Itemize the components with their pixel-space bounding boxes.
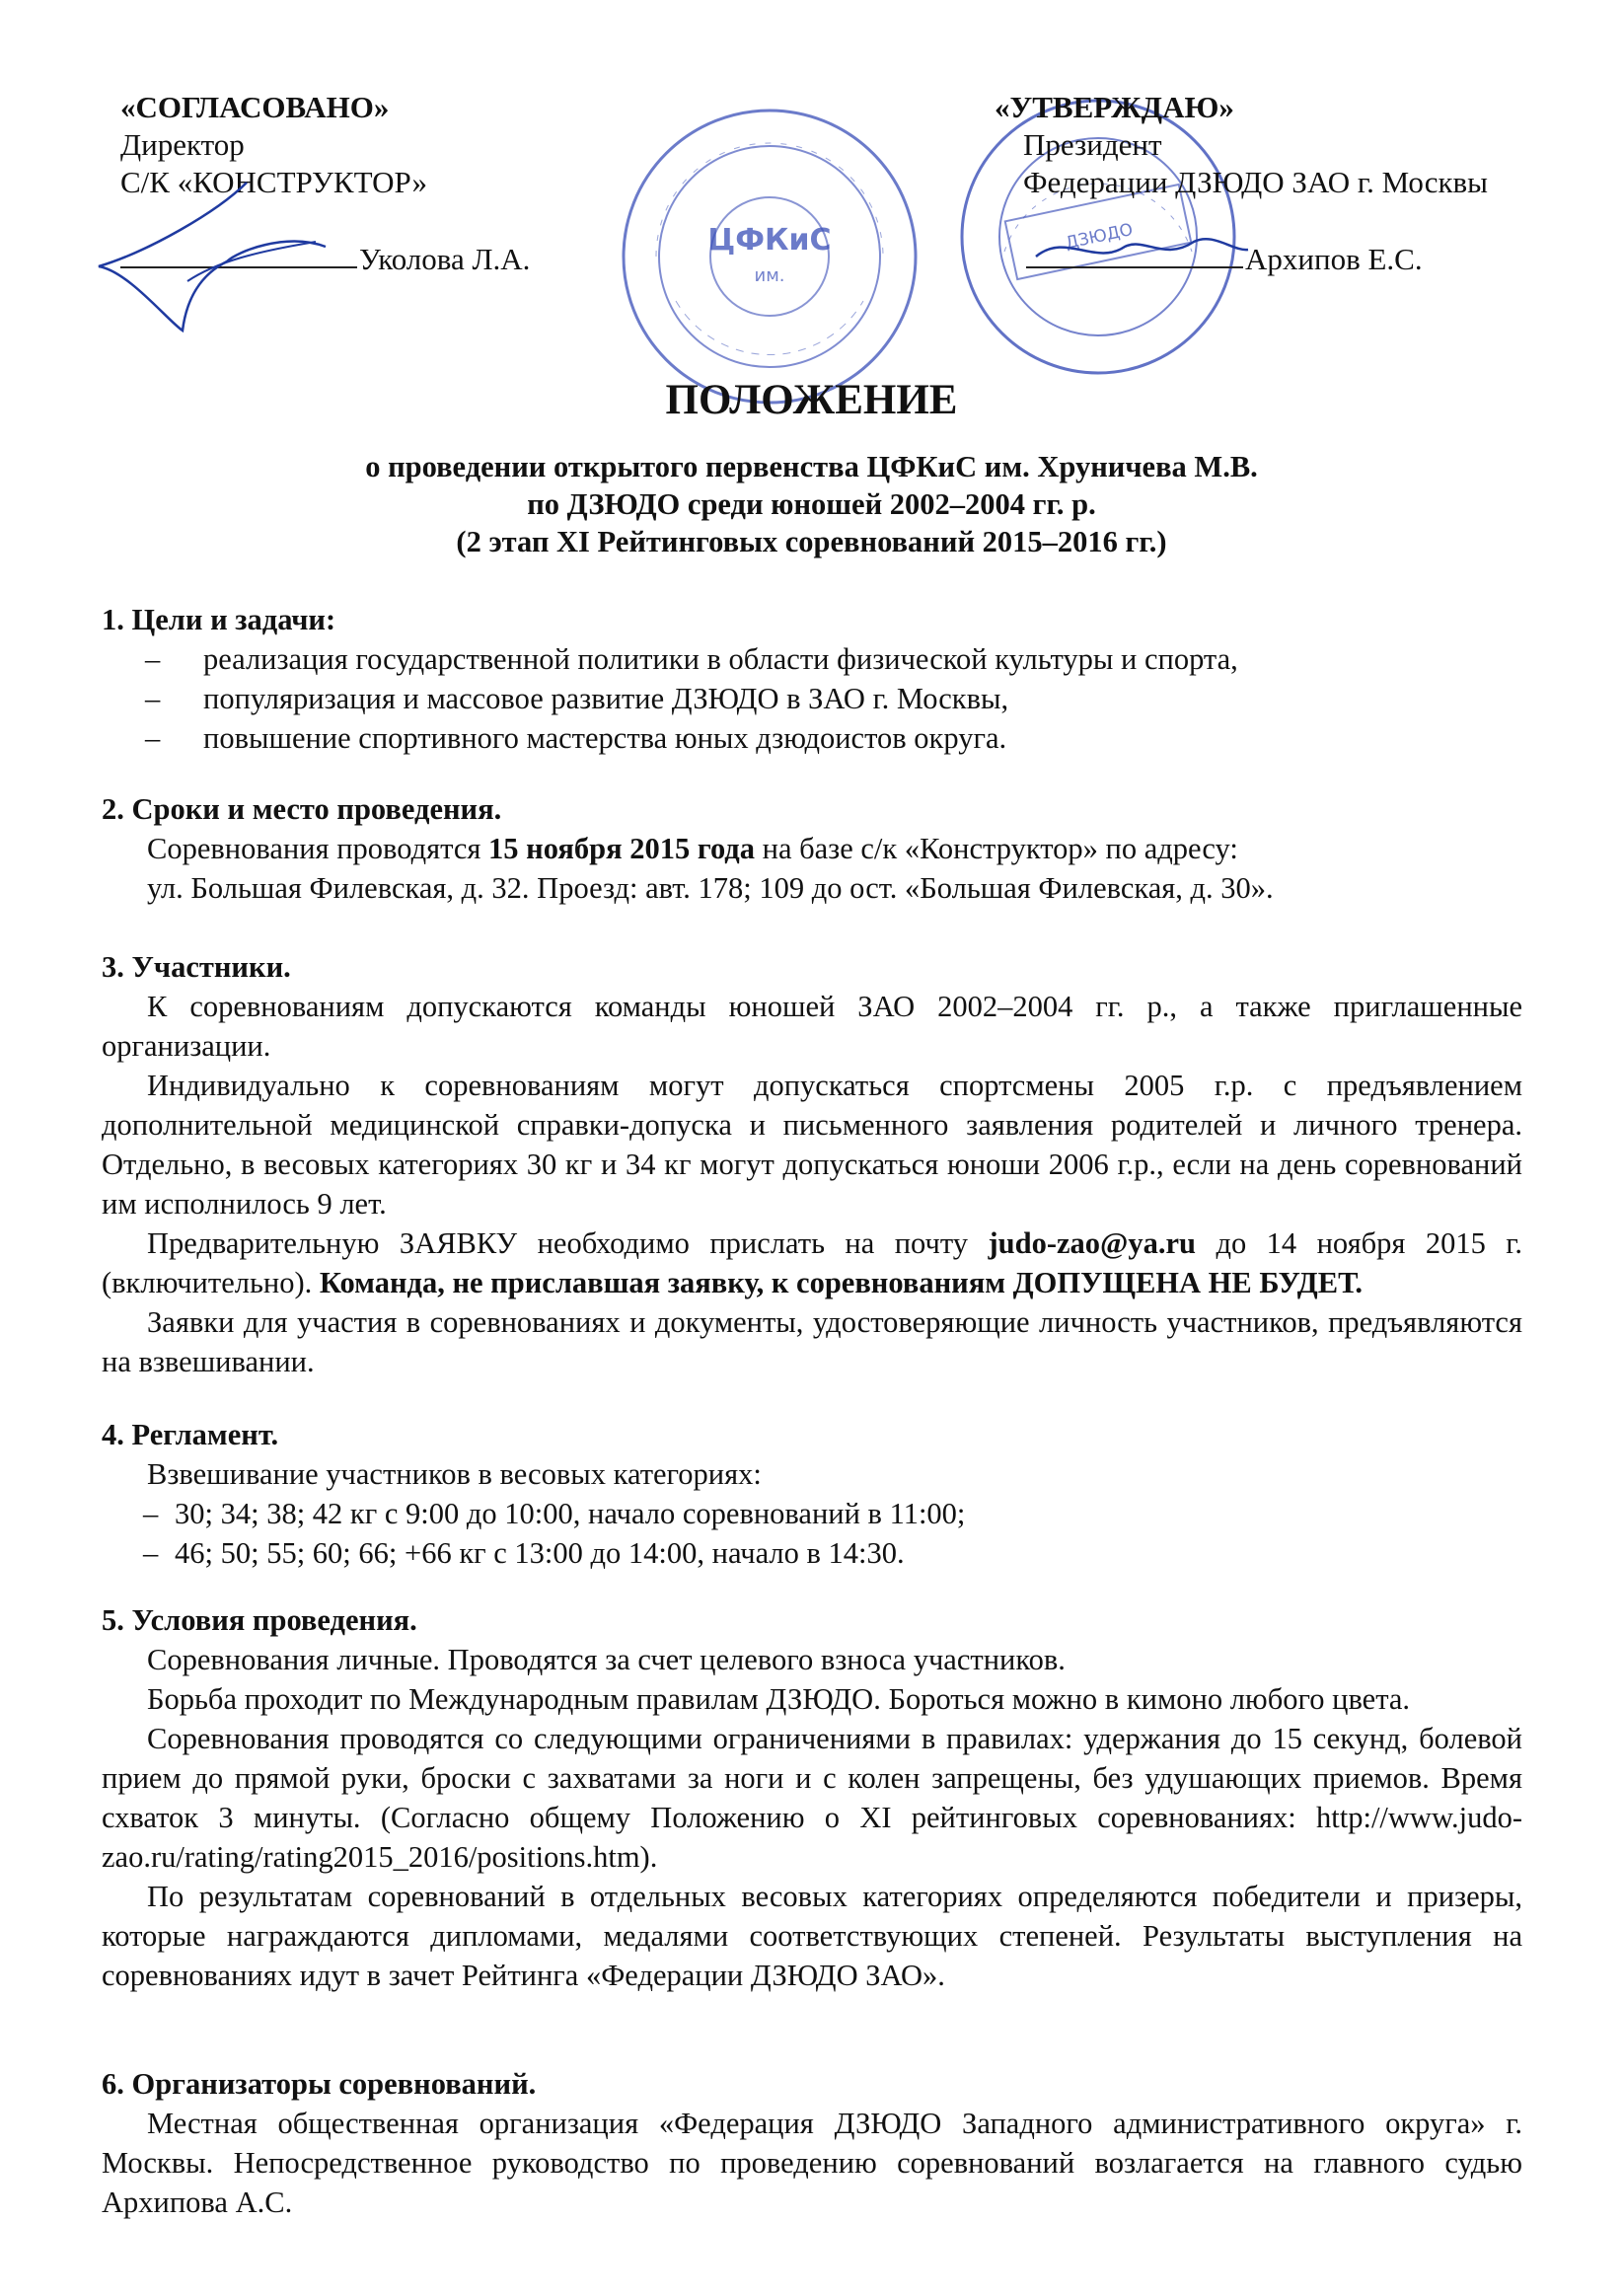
left-round-stamp (617, 104, 922, 409)
section-title: 1. Цели и задачи: (102, 603, 336, 636)
list-item: – реализация государственной политики в области физической культуры и спорта, (145, 642, 1238, 676)
paragraph: Соревнования проводятся 15 ноября 2015 года на базе с/к «Конструктор» по адресу: (147, 832, 1238, 865)
approval-left-org: С/К «КОНСТРУКТОР» (120, 165, 428, 199)
section-title: 4. Регламент. (102, 1418, 279, 1451)
section-goals (102, 600, 1522, 758)
approval-right-org: Федерации ДЗЮДО ЗАО г. Москвы (1023, 165, 1488, 199)
paragraph: Соревнования личные. Проводятся за счет целевого взноса участников. (147, 1643, 1066, 1676)
paragraph: Соревнования проводятся со следующими ограничениями в правилах: удержания до 15 секунд, болевой прием до прямой руки, броски с захватами за ноги и с колен запрещены, без удушающих приемов. Время схваток 3 минуты. (Согласно общему Положению о XI рейтинговых соревнованиях: http://www.judo-zao.ru/rating/rating2015_2016/positions.htm). (102, 1722, 1522, 1874)
approval-right-position: Президент (1023, 127, 1162, 162)
paragraph: По результатам соревнований в отдельных весовых категориях определяются победители и призеры, которые награждаются дипломами, медалями соответствующих степеней. Результаты выступления на соревнованиях идут в зачет Рейтинга «Федерации ДЗЮДО ЗАО». (102, 1880, 1522, 1992)
paragraph: Индивидуально к соревнованиям могут допускаться спортсмены 2005 г.р. с предъявлением дополнительной медицинской справки-допуска и письменного заявления родителей и личного тренера. Отдельно, в весовых категориях 30 кг и 34 кг могут допускаться юноши 2006 г.р., если на день соревнований им исполнилось 9 лет. (102, 1069, 1522, 1221)
section-title: 6. Организаторы соревнований. (102, 2067, 537, 2101)
document-subtitle-line3: (2 этап XI Рейтинговых соревнований 2015–2016 гг.) (456, 525, 1167, 558)
approval-right-label: «УТВЕРЖДАЮ» (995, 90, 1234, 124)
section-conditions (102, 1600, 1522, 1995)
list-item: – 46; 50; 55; 60; 66; +66 кг с 13:00 до 14:00, начало в 14:30. (143, 1536, 905, 1570)
paragraph: Заявки для участия в соревнованиях и документы, удостоверяющие личность участников, предъявляются на взвешивании. (102, 1305, 1522, 1378)
event-date: 15 ноября 2015 года (488, 832, 755, 865)
section-participants (102, 947, 1522, 1381)
right-signature (1026, 212, 1253, 281)
svg-text:ДЗЮДО: ДЗЮДО (1064, 219, 1135, 254)
document-title: ПОЛОЖЕНИЕ (665, 377, 958, 423)
section-dates-place (102, 789, 1522, 908)
list-item: – популяризация и массовое развитие ДЗЮДО в ЗАО г. Москвы, (145, 682, 1009, 715)
goals-list (102, 639, 1522, 758)
left-signature (89, 173, 335, 340)
paragraph: Борьба проходит по Международным правилам ДЗЮДО. Бороться можно в кимоно любого цвета. (147, 1682, 1411, 1716)
paragraph: Местная общественная организация «Федерация ДЗЮДО Западного административного округа» г. Москвы. Непосредственное руководство по проведению соревнований возлагается на главного судью Архипова А.С. (102, 2107, 1522, 2219)
section-schedule (102, 1415, 1522, 1573)
approval-right-signatory: Архипов Е.С. (1245, 242, 1423, 276)
svg-text:им.: им. (754, 265, 785, 286)
section-organizers (102, 2064, 1522, 2222)
paragraph: К соревнованиям допускаются команды юношей ЗАО 2002–2004 гг. р., а также приглашенные организации. (102, 990, 1522, 1063)
approval-left-label: «СОГЛАСОВАНО» (120, 90, 390, 124)
svg-text:ЦФКиС: ЦФКиС (707, 223, 832, 258)
application-email: judo-zao@ya.ru (988, 1226, 1197, 1260)
paragraph: ул. Большая Филевская, д. 32. Проезд: авт. 178; 109 до ост. «Большая Филевская, д. 30». (147, 871, 1274, 905)
document-subtitle-line2: по ДЗЮДО среди юношей 2002–2004 гг. р. (527, 487, 1096, 521)
weigh-in-list (102, 1494, 1522, 1573)
approval-left-position: Директор (120, 127, 245, 162)
paragraph: Предварительную ЗАЯВКУ необходимо прислать на почту judo-zao@ya.ru до 14 ноября 2015 г. (включительно). Команда, не приславшая заявку, к соревнованиям ДОПУЩЕНА НЕ БУДЕТ. (102, 1226, 1523, 1299)
list-item: – повышение спортивного мастерства юных дзюдоистов округа. (145, 721, 1007, 755)
section-title: 5. Условия проведения. (102, 1603, 417, 1637)
document-subtitle-line1: о проведении открытого первенства ЦФКиС им. Хруничева М.В. (365, 450, 1258, 483)
section-title: 2. Сроки и место проведения. (102, 792, 502, 826)
list-item: – 30; 34; 38; 42 кг с 9:00 до 10:00, начало соревнований в 11:00; (143, 1497, 966, 1530)
paragraph: Взвешивание участников в весовых категориях: (147, 1457, 762, 1491)
section-title: 3. Участники. (102, 950, 291, 984)
admission-warning: Команда, не приславшая заявку, к соревнованиям ДОПУЩЕНА НЕ БУДЕТ. (319, 1266, 1363, 1299)
approval-left-signatory: Уколова Л.А. (359, 242, 531, 276)
